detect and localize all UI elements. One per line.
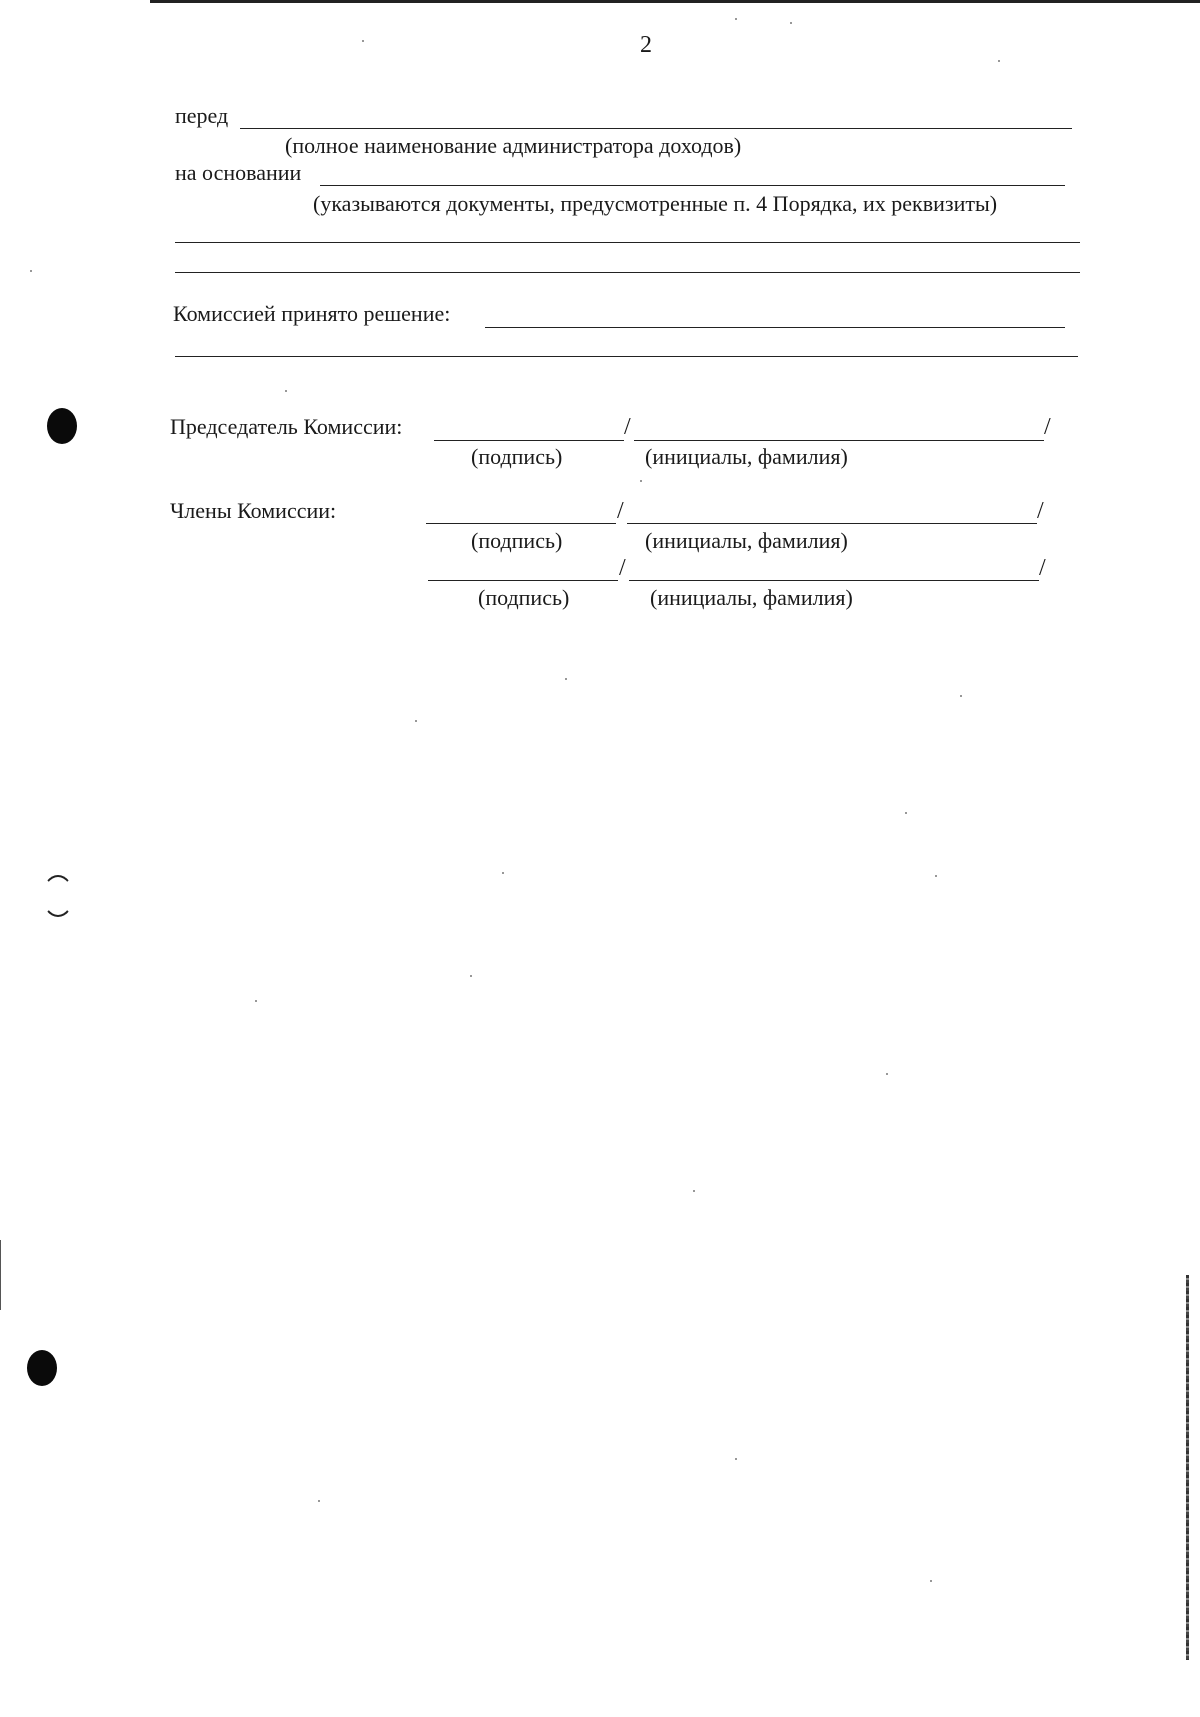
member-1-signature-caption: (подпись) — [471, 528, 563, 553]
scan-speck — [930, 1580, 932, 1582]
scan-speck — [693, 1190, 695, 1192]
scan-speck — [318, 1500, 320, 1502]
member-1-name-caption: (инициалы, фамилия) — [645, 528, 848, 553]
scan-speck — [935, 875, 937, 877]
member-1-separator: / — [617, 498, 624, 524]
punch-hole-bottom — [27, 1350, 57, 1386]
scan-right-edge — [1186, 1275, 1189, 1660]
scan-speck — [886, 1073, 888, 1075]
scan-speck — [640, 480, 642, 482]
members-label: Члены Комиссии: — [170, 498, 337, 523]
basis-extra-line-1[interactable] — [175, 242, 1080, 243]
punch-hole-top — [47, 408, 77, 444]
scan-speck — [905, 812, 907, 814]
scan-speck — [565, 678, 567, 680]
decision-extra-line[interactable] — [175, 356, 1078, 357]
page-number: 2 — [640, 32, 652, 58]
scan-speck — [998, 60, 1000, 62]
decision-fill-line[interactable] — [485, 327, 1065, 328]
scan-speck — [30, 270, 32, 272]
scan-speck — [362, 40, 364, 42]
chairman-signature-caption: (подпись) — [471, 444, 563, 469]
chairman-label: Председатель Комиссии: — [170, 414, 403, 439]
basis-label: на основании — [175, 160, 302, 185]
scan-speck — [735, 1458, 737, 1460]
member-2-signature-line[interactable] — [428, 580, 618, 581]
chairman-name-caption: (инициалы, фамилия) — [645, 444, 848, 469]
member-1-name-line[interactable] — [627, 523, 1037, 524]
member-2-end-separator: / — [1039, 555, 1046, 581]
member-1-signature-line[interactable] — [426, 523, 616, 524]
scan-top-edge — [150, 0, 1200, 3]
before-label: перед — [175, 103, 229, 128]
chairman-end-separator: / — [1044, 414, 1051, 440]
before-fill-line[interactable] — [240, 128, 1072, 129]
scan-speck — [502, 872, 504, 874]
scan-speck — [415, 720, 417, 722]
chairman-signature-line[interactable] — [434, 440, 624, 441]
member-2-name-caption: (инициалы, фамилия) — [650, 585, 853, 610]
scan-speck — [285, 390, 287, 392]
scan-speck — [255, 1000, 257, 1002]
before-caption: (полное наименование администратора доходов) — [285, 133, 742, 158]
chairman-name-line[interactable] — [634, 440, 1044, 441]
member-2-name-line[interactable] — [629, 580, 1039, 581]
member-1-end-separator: / — [1037, 498, 1044, 524]
scan-speck — [735, 18, 737, 20]
scan-speck — [790, 22, 792, 24]
scan-speck — [470, 975, 472, 977]
scan-speck — [960, 695, 962, 697]
chairman-separator: / — [624, 414, 631, 440]
punch-hole-middle — [42, 875, 74, 917]
basis-caption: (указываются документы, предусмотренные п. 4 Порядка, их реквизиты) — [313, 191, 998, 216]
member-2-signature-caption: (подпись) — [478, 585, 570, 610]
member-2-separator: / — [619, 555, 626, 581]
basis-fill-line[interactable] — [320, 185, 1065, 186]
basis-extra-line-2[interactable] — [175, 272, 1080, 273]
decision-label: Комиссией принято решение: — [173, 301, 451, 326]
scan-left-edge — [0, 1240, 1, 1310]
